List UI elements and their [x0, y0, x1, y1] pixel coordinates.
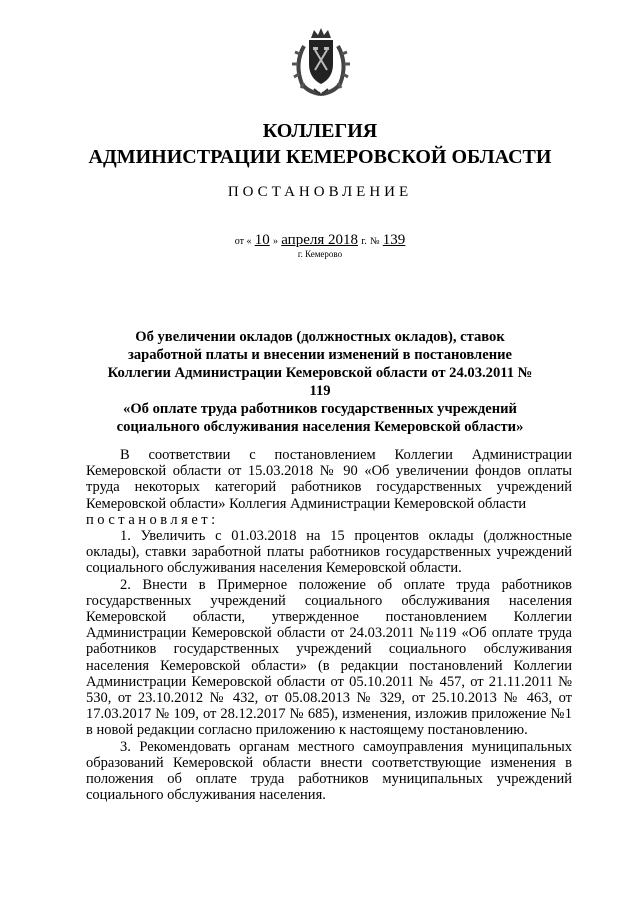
date-day: 10 [254, 232, 270, 248]
title-line: Об увеличении окладов (должностных окладов), ставок [135, 329, 505, 345]
resolves-word: постановляет: [86, 511, 219, 528]
document-body [86, 447, 572, 803]
number-label: № [369, 236, 380, 247]
city-label: г. Кемерово [297, 249, 343, 259]
coat-of-arms-emblem [290, 26, 352, 96]
item-1-paragraph: 1. Увеличить с 01.03.2018 на 15 процентов оклады (должностные оклады), ставки заработной платы работников государственных учреждений социального обслуживания населения Кемеровской области. [86, 528, 572, 577]
date-line [0, 232, 640, 249]
date-month-year: апреля 2018 [281, 232, 358, 248]
title-line: социального обслуживания населения Кемеровской области» [116, 419, 524, 435]
date-mid: » [272, 236, 278, 247]
item-2-paragraph: 2. Внести в Примерное положение об оплате труда работников государственных учреждений социального обслуживания населения Кемеровской области, утвержденное постановлением Коллегии Администрации Кемеровской области от 24.03.2011 №119 «Об оплате труда работников государственных учреждений социального обслуживания населения Кемеровской области» (в редакции постановлений Коллегии Администрации Кемеровской области от 05.10.2011 № 457, от 21.11.2011 № 530, от 23.10.2012 № 432, от 05.08.2013 № 329, от 25.10.2013 № 463, от 17.03.2017 № 109, от 28.12.2017 № 685), изменения, изложив приложение №1 в новой редакции согласно приложению к настоящему постановлению. [86, 576, 572, 739]
org-title-line1: КОЛЛЕГИЯ [262, 120, 378, 142]
date-prefix: от « [234, 236, 252, 247]
title-line: «Об оплате труда работников государственных учреждений [123, 401, 517, 417]
item-3-paragraph: 3. Рекомендовать органам местного самоуправления муниципальных образований Кемеровской области внести соответствующие изменения в положения об оплате труда работников муниципальных учреждений социального обслуживания населения. [86, 738, 572, 804]
document-title [100, 328, 540, 436]
title-line: заработной платы и внесении изменений в постановление [127, 347, 513, 363]
document-number: 139 [382, 232, 406, 248]
date-year-suffix: г. [361, 236, 367, 247]
org-title-line2: АДМИНИСТРАЦИИ КЕМЕРОВСКОЙ ОБЛАСТИ [88, 146, 552, 168]
title-line: Коллегии Администрации Кемеровской области от 24.03.2011 № 119 [107, 365, 533, 399]
intro-paragraph: В соответствии с постановлением Коллегии Администрации Кемеровской области от 15.03.2018 № 90 «Об увеличении фондов оплаты труда некоторых категорий работников государственных учреждений Кемеровской области» Коллегия Администрации Кемеровской области [86, 447, 572, 512]
document-type: ПОСТАНОВЛЕНИЕ [227, 184, 413, 200]
